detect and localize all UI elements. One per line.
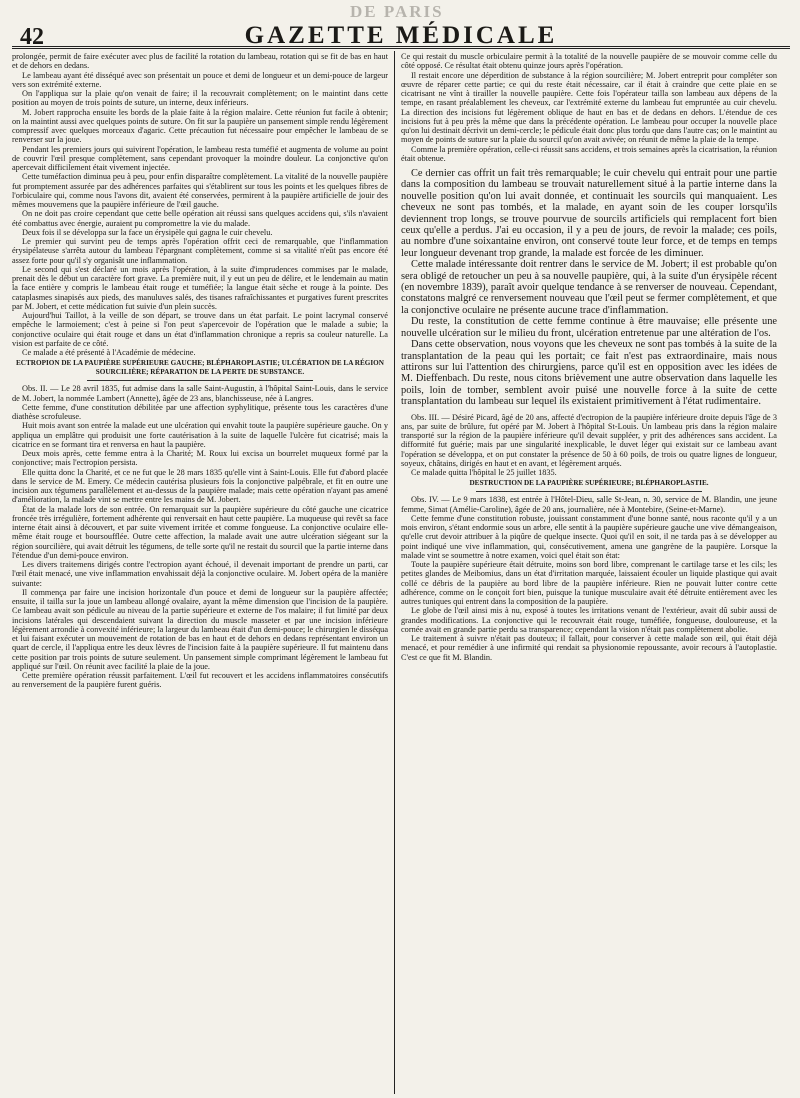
- right-column: [395, 49, 777, 1094]
- left-column: [12, 49, 394, 1094]
- page-header: [12, 0, 790, 49]
- paragraph: On l'appliqua sur la plaie qu'on venait de faire; il la recouvrait complètement; on le maintint dans cette position au moyen de trois points de suture, un interne, deux inférieurs.: [12, 89, 388, 108]
- paragraph: Pendant les premiers jours qui suivirent l'opération, le lambeau resta tuméfié et augmenta de volume au point de couvrir l'œil presque complètement, sans cependant provoquer la moindre douleur. La conjonctive qu'on apercevait difficilement était vivement injectée.: [12, 144, 388, 172]
- section-heading: DESTRUCTION DE LA PAUPIÈRE SUPÉRIEURE; BLÉPHAROPLASTIE.: [469, 479, 709, 488]
- section-heading: ECTROPION DE LA PAUPIÈRE SUPÉRIEURE GAUCHE; BLÉPHAROPLASTIE; ULCÉRATION DE LA RÉGION SOURCILIÈRE; RÉPARATION DE LA PERTE DE SUBSTANCE.: [16, 359, 384, 377]
- paragraph: Le premier qui survint peu de temps après l'opération offrit ceci de remarquable, que l'inflammation érysipélateuse s'arrêta autour du lambeau l'épargnant complètement, comme si sa vitalité n'eût pas encore été assez forte pour qu'il s'y organisât une inflammation.: [12, 237, 388, 265]
- paragraph: Deux fois il se développa sur la face un érysipèle qui gagna le cuir chevelu.: [22, 227, 273, 237]
- paragraph: Les divers traitemens dirigés contre l'ectropion ayant échoué, il devenait important de prendre un parti, car l'œil était menacé, une vive inflammation envahissait déjà la conjonctive oculaire. M. Jobert opéra de la manière suivante:: [12, 560, 388, 588]
- paragraph: Il commença par faire une incision horizontale d'un pouce et demi de longueur sur la paupière affectée; ensuite, il tailla sur la joue un lambeau allongé ovalaire, ayant la même dimension que l'incision de la paupière. Ce lambeau avait son pédicule au niveau de la partie supérieure et externe de l'os malaire; il fut limité par deux incisions latérales qui descendaient suivant la direction du muscle masseter et par une incision inférieure légèrement arrondie à convexité inférieure; la largeur du lambeau était d'un demi-pouce; le chirurgien le disséqua et lui faisant exécuter un mouvement de rotation de bas en haut et de dehors en dedans représentant environ un quart de cercle, il l'appliqua entre les deux lèvres de l'incision faite à la paupière supérieure. Il fut maintenu dans cette position par trois points de suture seulement. Un pansement simple comprimant légèrement le lambeau fut appliqué sur l'œil. On réunit avec facilité la plaie de la joue.: [12, 587, 389, 671]
- paragraph: Le lambeau ayant été disséqué avec son présentait un pouce et demi de longueur et un demi-pouce de largeur vers son extrémité externe.: [12, 70, 388, 89]
- paragraph: M. Jobert rapprocha ensuite les bords de la plaie faite à la région malaire. Cette réunion fut facile à obtenir; on la maintint aussi avec quelques points de suture. On fit sur la paupière un pansement simple rendu légèrement compressif avec quelques morceaux d'agaric. Cette précaution fut nécessaire pour empêcher le lambeau de se renverser sur la joue.: [12, 107, 388, 145]
- paragraph: Deux mois après, cette femme entra à la Charité; M. Roux lui excisa un bourrelet muqueux formé par la conjonctive; mais l'ectropion persista.: [12, 449, 388, 468]
- paragraph: Ce qui restait du muscle orbiculaire permit à la totalité de la nouvelle paupière de se mouvoir comme celle du côté opposé. Ce résultat était obtenu quinze jours après l'opération.: [401, 52, 777, 71]
- paragraph: Elle quitta donc la Charité, et ce ne fut que le 28 mars 1835 qu'elle vint à Saint-Louis. Elle fut d'abord placée dans le service de M. Emery. Ce médecin cautérisa plusieurs fois la conjonctive palpébrale, et fit en outre une incision aux tégumens parallèlement et au-dessus de la paupière malade; mais cette opération n'ayant pas amené d'amélioration, la malade vint se mettre entre les mains de M. Jobert.: [12, 467, 388, 505]
- page-number: 42: [20, 24, 44, 50]
- paragraph: Cette tuméfaction diminua peu à peu, pour enfin disparaître complètement. La vitalité de la nouvelle paupière fut promptement assurée par des adhérences parfaites qui s'établirent sur tous les points et les quelques fibres de l'orbiculaire qui, comme nous l'avons dit, avaient été conservées, permirent à la paupière artificielle de jouir des mêmes mouvemens que la paupière inférieure de l'œil gauche.: [12, 172, 388, 209]
- paragraph: On ne doit pas croire cependant que cette belle opération ait réussi sans quelques accidens qui, s'ils n'avaient été combattus avec énergie, auraient pu compromettre la vie du malade.: [12, 209, 388, 228]
- paragraph: Ce dernier cas offrit un fait très remarquable; le cuir chevelu qui entrait pour une partie dans la composition du lambeau se trouvait naturellement situé à la partie interne dans la nouvelle position qu'on lui avait donnée, et continuait les sourcils qui manquaient. Les cheveux ne sont pas tombés, et la malade, en ayant soin de les couper lorsqu'ils deviennent trop longs, se trouve pourvue de sourcils artificiels qui remplacent fort bien ceux qu'elle a perdus. J'ai eu occasion, il y a peu de jours, de revoir la malade; ces poils, au nombre d'une soixantaine environ, ont conservé toute leur force, et de temps en temps leur longueur devenant trop grande, la malade est forcée de les diminuer.: [401, 168, 777, 259]
- paragraph: Dans cette observation, nous voyons que les cheveux ne sont pas tombés à la suite de la transplantation de la peau qui les portait; ce fait n'est pas extraordinaire, mais nous attirons sur lui l'attention des chirurgiens, parce qu'il est en opposition avec les idées de M. Dieffenbach. Du reste, nous citons brièvement une autre observation dans laquelle les poils, loin de tomber, semblent avoir puisé une nouvelle force à la suite de cette transplantation du lambeau sur lequel ils existaient primitivement à l'état rudimentaire.: [401, 339, 777, 408]
- paragraph: Le globe de l'œil ainsi mis à nu, exposé à toutes les irritations venant de l'extérieur, avait dû subir aussi de grandes modifications. La conjonctive qui le recouvrait était rouge, tuméfiée, fongueuse, douloureuse, et la cornée avait en grande partie perdu sa transparence; cependant la vision n'était pas complètement abolie.: [401, 606, 777, 634]
- paragraph: Obs. III. — Désiré Picard, âgé de 20 ans, affecté d'ectropion de la paupière inférieure droite depuis l'âge de 3 ans, par suite de brûlure, fut opéré par M. Jobert à l'hôpital St-Louis. Un lambeau pris dans la région malaire transporté sur la région de la paupière inférieure qu'il devait suppléer, y prit des adhérences sans accident. La difformité fut guérie; mais par une singularité inexplicable, le duvet léger qui existait sur ce lambeau avant l'opération se développa, et on put constater la présence de 50 à 60 poils, de trois ou quatre lignes de longueur, soyeux, châtains, dirigés en haut et en avant, et légèrement arqués.: [401, 412, 777, 468]
- paragraph: Ce malade quitta l'hôpital le 25 juillet 1835.: [411, 468, 557, 478]
- paragraph: Le second qui s'est déclaré un mois après l'opération, à la suite d'imprudences commises par le malade, prenait dès le début un caractère fort grave. La première nuit, il y eut un peu de délire, et le lendemain au matin la face entière y compris le lambeau était rouge et tuméfiée; la langue était sèche et rouge à la pointe. Des cataplasmes sinapisés aux pieds, des manuluves salés, des tisanes rafraîchissantes et purgatives furent prescrites par M. Jobert, et cette médication fut suivie d'un plein succès.: [12, 264, 388, 311]
- paragraph: Cette première opération réussit parfaitement. L'œil fut recouvert et les accidens inflammatoires consécutifs au renversement de la paupière furent guéris.: [12, 671, 388, 690]
- paragraph: Cette femme d'une constitution robuste, jouissant constamment d'une bonne santé, nous raconte qu'il y a un mois environ, s'étant endormie sous un arbre, elle sentit à la paupière supérieure gauche une vive démangeaison, qu'elle crut devoir attribuer à la piqûre de quelque insecte. Quoi qu'il en soit, il ne tarda pas à se développer au point indiqué une vive inflammation, qui, consécutivement, amena une gangrène de la paupière. Lorsque la malade vint se soumettre à notre examen, voici quel était son état:: [401, 513, 777, 560]
- paragraph: Le traitement à suivre n'était pas douteux; il fallait, pour conserver à cette malade son œil, qui était déjà menacé, et pour remédier à une infirmité qui rendait sa physionomie repoussante, avoir recours à l'autoplastie. C'est ce que fit M. Blandin.: [401, 634, 777, 662]
- paragraph: prolongée, permit de faire exécuter avec plus de facilité la rotation du lambeau, rotation qui se fit de bas en haut et de dehors en dedans.: [12, 52, 388, 71]
- section-divider: [476, 491, 702, 492]
- library-stamp: DE PARIS: [350, 2, 444, 21]
- paragraph: Toute la paupière supérieure était détruite, moins son bord libre, comprenant le cartilage tarse et les cils; les petites glandes de Meibomius, dans un état d'irritation marquée, laissaient écouler un liquide plastique qui avait collé ce débris de la paupière au bord libre de la paupière inférieure. Rien ne pouvait lutter contre cette adhérence, comme on le conçoit fort bien, puisque la tunique musculaire avait été détruite entièrement avec les autres tuniques qui entrent dans la composition de la paupière.: [401, 560, 777, 607]
- paragraph: Cette malade intéressante doit rentrer dans le service de M. Jobert; il est probable qu'on sera obligé de retoucher un peu à sa nouvelle paupière, qui, à la suite d'un érysipèle récent (en novembre 1839), paraît avoir quelque tendance à se renverser de nouveau. Cependant, constatons malgré ce renversement nouveau que l'œil peut se fermer complètement, et que la conjonctive oculaire ne présente aucune trace d'inflammation.: [401, 259, 777, 316]
- paragraph: Obs. IV. — Le 9 mars 1838, est entrée à l'Hôtel-Dieu, salle St-Jean, n. 30, service de M. Blandin, une jeune femme, Simat (Amélie-Caroline), âgée de 20 ans, journalière, née à Montebire, (Seine-et-Marne).: [401, 495, 777, 514]
- paragraph: Obs. II. — Le 28 avril 1835, fut admise dans la salle Saint-Augustin, à l'hôpital Saint-Louis, dans le service de M. Jobert, la nommée Lambert (Annette), âgée de 23 ans, blanchisseuse, née à Langres.: [12, 384, 388, 403]
- paragraph: Huit mois avant son entrée la malade eut une ulcération qui envahit toute la paupière supérieure gauche. On y appliqua un emplâtre qui produisit une forte cautérisation à la suite de laquelle l'ulcère fut cicatrisé; mais la cicatrice en se formant tira et renversa en haut la paupière.: [12, 421, 388, 449]
- paragraph: Aujourd'hui Taillot, à la veille de son départ, se trouve dans un état parfait. Le point lacrymal conservé empêche le larmoiement; c'est à peine si l'on peut s'apercevoir de l'opération que le malade a subie; la conjonctive oculaire qui était rouge et dans un état d'inflammation chronique a repris sa couleur naturelle. La vision est parfaite de ce côté.: [12, 311, 388, 348]
- paragraph: Il restait encore une déperdition de substance à la région sourcilière; M. Jobert entreprit pour compléter son œuvre de réparer cette partie; ce qui du reste était nécessaire, car il était à craindre que cette plaie en se cicatrisant ne vînt à tirailler la nouvelle paupière. Cette fois l'opérateur tailla son lambeau aux dépens de la tempe, en rasant préalablement les cheveux, car l'extrémité externe du lambeau fut empruntée au cuir chevelu. La direction des incisions fut légèrement oblique de haut en bas et de dedans en dehors. L'étendue de ces incisions fut à peu près la même que dans la précédente opération. Le lambeau pour occuper la nouvelle place qu'on lui destinait décrivit un demi-cercle; le pédicule était donc plus tordu que dans l'autre cas; on le maintint au moyen de points de suture sur la plaie du sourcil qu'on avait avivée; on réunit de même la plaie de la tempe.: [401, 70, 777, 145]
- section-divider: [87, 380, 313, 381]
- paragraph: Cette femme, d'une constitution débilitée par une affection syphylitique, présente tous les caractères d'une diathèse scrofuleuse.: [12, 402, 388, 421]
- journal-title: GAZETTE MÉDICALE: [244, 22, 558, 49]
- text-columns: [12, 49, 790, 1094]
- paragraph: Du reste, la constitution de cette femme continue à être mauvaise; elle présente une nouvelle ulcération sur le milieu du front, ulcération entretenue par une altération de l'os.: [401, 316, 777, 339]
- paragraph: Comme la première opération, celle-ci réussit sans accidens, et trois semaines après la cicatrisation, la réunion était obtenue.: [401, 144, 777, 163]
- paragraph: État de la malade lors de son entrée. On remarquait sur la paupière supérieure du côté gauche une cicatrice froncée très irrégulière, fortement adhérente qui renversait en haut cette paupière. La muqueuse qui revêt sa face interne était ainsi à découvert, et par suite vivement irritée et comme fongueuse. La conjonctive oculaire elle-même était rouge et boursoufflée. Outre cette affection, la malade avait une autre ulcération siégeant sur la région sourcilière, qui avait détruit les tégumens, de telle sorte qu'il ne restait du sourcil que la partie interne dans l'étendue d'un demi-pouce environ.: [12, 504, 388, 560]
- paragraph: Ce malade a été présenté à l'Académie de médecine.: [22, 348, 196, 357]
